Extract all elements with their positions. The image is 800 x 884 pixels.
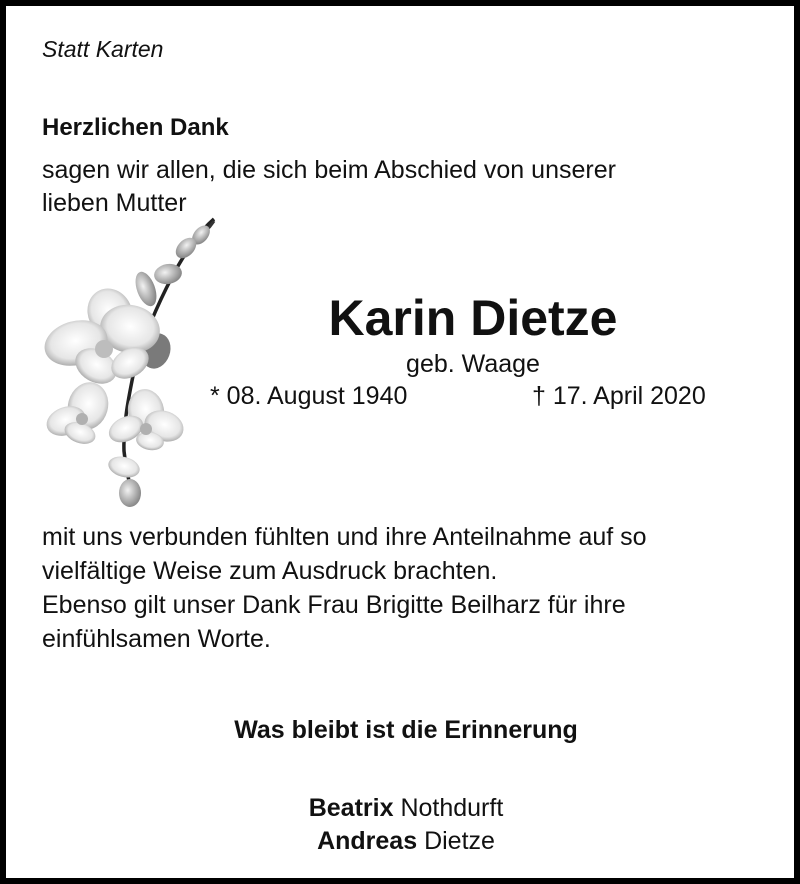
signer-last-name: Dietze	[424, 827, 495, 855]
deceased-name: Karin Dietze	[328, 290, 618, 346]
body-line: Ebenso gilt unser Dank Frau Brigitte Beilharz für ihre	[42, 591, 626, 619]
notice-header: Statt Karten	[42, 36, 164, 62]
signers	[6, 792, 800, 858]
birth-date: * 08. August 1940	[210, 382, 408, 410]
death-date: † 17. April 2020	[532, 382, 706, 410]
signer-last-name: Nothdurft	[400, 794, 504, 822]
motto: Was bleibt ist die Erinnerung	[234, 716, 578, 744]
signer	[6, 825, 800, 858]
body-line: mit uns verbunden fühlten und ihre Anteilnahme auf so	[42, 523, 647, 551]
body-line: einfühlsamen Worte.	[42, 625, 271, 653]
signer-first-name: Beatrix	[308, 794, 394, 822]
intro-line: lieben Mutter	[42, 189, 187, 217]
signer	[6, 792, 800, 825]
thanks-body	[42, 520, 647, 656]
intro-line: sagen wir allen, die sich beim Abschied von unserer	[42, 156, 616, 184]
birth-name: geb. Waage	[406, 350, 540, 378]
signer-first-name: Andreas	[317, 827, 418, 855]
body-line: vielfältige Weise zum Ausdruck brachten.	[42, 557, 498, 585]
orchid-image	[38, 211, 228, 511]
thanks-heading: Herzlichen Dank	[42, 114, 229, 141]
